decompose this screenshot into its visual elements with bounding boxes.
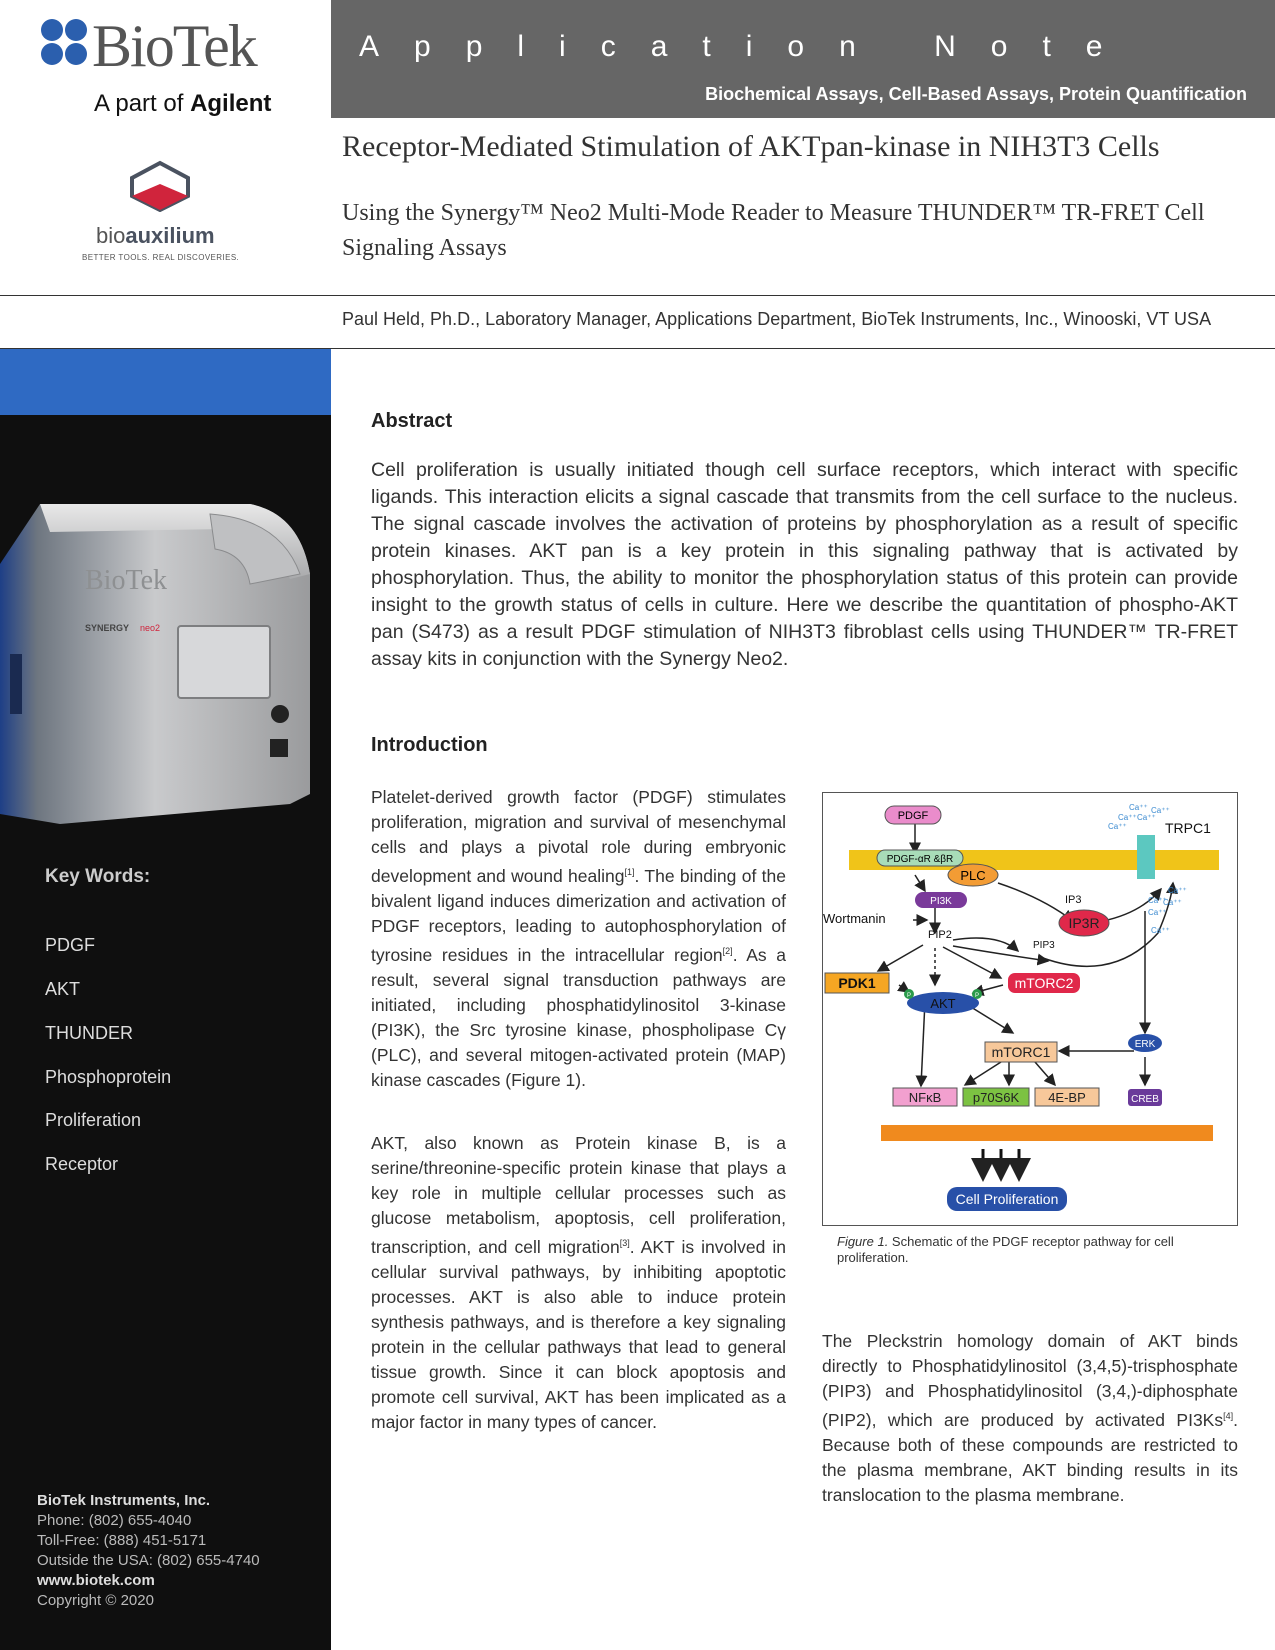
label-pi3k: PI3K <box>930 896 952 907</box>
text-run: . AKT is involved in cellular survival pathways, by inhibiting apoptotic processes. AKT is also able to induce protein synthesis pathways, and is therefore a key signaling protein in the cellular pathways that lead to general tissue growth. Since it can block apoptosis and promote cell survival, AKT has been implicated as a major factor in many types of cancer. <box>371 1236 786 1432</box>
reference-mark: [2] <box>722 945 733 956</box>
text-run: . Because both of these compounds are restricted to the plasma membrane, AKT binding results in its translocation to the plasma membrane. <box>822 1409 1238 1505</box>
sidebar <box>0 349 331 1650</box>
figure-1 <box>822 792 1238 1226</box>
label-pip2: PIP2 <box>928 929 952 941</box>
keywords-heading: Key Words: <box>45 866 151 887</box>
label-mtorc1: mTORC1 <box>991 1044 1051 1060</box>
phospho-label: P <box>906 993 912 999</box>
ca-ion: Ca⁺⁺ <box>1151 806 1170 815</box>
ca-ion: Ca⁺⁺ <box>1148 896 1167 905</box>
ca-ion: Ca⁺⁺ <box>1151 926 1170 935</box>
phospho-label: P <box>974 993 980 999</box>
caption-text: Schematic of the PDGF receptor pathway for cell proliferation. <box>837 1234 1174 1265</box>
page-title: Receptor-Mediated Stimulation of AKTpan-kinase in NIH3T3 Cells <box>342 130 1160 163</box>
label-akt: AKT <box>930 996 956 1011</box>
intro-paragraph-1 <box>371 785 786 1093</box>
trpc1-channel-icon <box>1137 835 1146 879</box>
biotek-wordmark: BioTek <box>92 13 256 79</box>
downstream-arrows <box>983 1149 1019 1179</box>
sidebar-accent-band <box>0 349 331 415</box>
text-run: The Pleckstrin homology domain of AKT binds directly to Phosphatidylinositol (3,4,5)-trisphosphate (PIP3) and Phosphatidylinositol (3,4,)-diphosphate (PIP2), which are produced by activated PI3Ks <box>822 1331 1238 1430</box>
label-cell-proliferation: Cell Proliferation <box>955 1191 1059 1207</box>
label-p70s6k: p70S6K <box>972 1090 1020 1105</box>
ca-ion: Ca⁺⁺ <box>1108 822 1127 831</box>
text-run: Platelet-derived growth factor (PDGF) stimulates proliferation, migration and survival of mesenchymal cells and plays a pivotal role during embryonic development and wound healing <box>371 787 786 886</box>
author-line: Paul Held, Ph.D., Laboratory Manager, Applications Department, BioTek Instruments, Inc., Winooski, VT USA <box>342 309 1212 329</box>
biotek-logo-dots-icon <box>40 18 92 70</box>
reference-mark: [4] <box>1223 1411 1234 1421</box>
bioauxilium-wordmark <box>96 223 215 249</box>
label-mtorc2: mTORC2 <box>1014 975 1074 991</box>
agilent-tagline <box>94 90 271 118</box>
abstract-heading: Abstract <box>371 410 453 432</box>
instrument-brand: BioTek <box>85 565 168 596</box>
bioauxilium-tagline: BETTER TOOLS. REAL DISCOVERIES. <box>82 253 240 262</box>
abstract-text: Cell proliferation is usually initiated though cell surface receptors, which interact with specific ligands. This interaction elicits a signal cascade that transmits from the cell surface to the nucleus. The signal cascade involves the activation of proteins by phosphorylation as a result of specific protein kinases. AKT pan is a key protein in this signaling pathway that is activated by phosphorylation. Thus, the ability to monitor the phosphorylation status of this protein can provide insight to the growth status of cells in culture. Here we describe the quantitation of phospho-AKT pan (S473) as a result PDGF stimulation of NIH3T3 fibroblast cells using THUNDER™ TR-FRET assay kits in conjunction with the Synergy Neo2. <box>371 459 1238 670</box>
label-ip3r: IP3R <box>1068 915 1100 931</box>
label-pip3: PIP3 <box>1033 940 1055 951</box>
label-receptor: PDGF-αR &βR <box>886 854 954 865</box>
text-run: AKT, also known as Protein kinase B, is a serine/threonine-specific protein kinase that plays a key role in multiple cellular processes such as glucose metabolism, apoptosis, cell proliferation, transcription, and cell migration <box>371 1133 786 1257</box>
contact-block <box>37 1491 260 1611</box>
agilent-prefix: A part of <box>94 90 184 117</box>
header-banner <box>331 0 1275 118</box>
label-wortmannin: Wortmanin <box>823 911 886 926</box>
label-erk: ERK <box>1134 1039 1156 1050</box>
ca-ion: Ca⁺⁺ <box>1163 898 1182 907</box>
divider <box>0 295 1275 296</box>
keyword-item: Phosphoprotein <box>45 1067 172 1087</box>
keyword-item: Proliferation <box>45 1110 142 1130</box>
reference-mark: [3] <box>619 1238 630 1248</box>
label-pdk1: PDK1 <box>838 975 876 991</box>
caption-label: Figure 1. <box>837 1234 889 1249</box>
ca-ion: Ca⁺⁺ <box>1168 886 1187 895</box>
label-ip3: IP3 <box>1065 894 1082 906</box>
ca-ion: Ca⁺⁺ <box>1118 813 1137 822</box>
figure-caption <box>837 1234 1237 1266</box>
agilent-name: Agilent <box>190 90 272 117</box>
keyword-item: THUNDER <box>45 1023 133 1043</box>
nucleus-bar <box>881 1125 1213 1141</box>
copyright: Copyright © 2020 <box>37 1592 154 1609</box>
outside-usa-phone: Outside the USA: (802) 655-4740 <box>37 1552 260 1569</box>
page-subtitle: Using the Synergy™ Neo2 Multi-Mode Reader to Measure THUNDER™ TR-FRET Cell Signaling Assays <box>342 200 1205 261</box>
label-nfkb: NFκB <box>908 1090 942 1105</box>
introduction-heading: Introduction <box>371 734 488 756</box>
label-pdgf: PDGF <box>897 810 929 822</box>
intro-paragraph-3 <box>822 1329 1238 1508</box>
trpc1-channel-icon <box>1146 835 1155 879</box>
company-name: BioTek Instruments, Inc. <box>37 1492 211 1509</box>
phone: Phone: (802) 655-4040 <box>37 1512 192 1529</box>
bioauxilium-light: bio <box>96 223 126 248</box>
instrument-model-suffix: neo2 <box>140 623 161 633</box>
bioauxilium-logo-icon <box>128 160 192 212</box>
instrument-photo <box>0 504 331 824</box>
label-creb: CREB <box>1131 1094 1159 1105</box>
keyword-item: PDGF <box>45 935 96 955</box>
intro-paragraph-2 <box>371 1131 786 1435</box>
banner-title: Application Note <box>359 30 1138 63</box>
label-4e-bp: 4E-BP <box>1048 1090 1086 1105</box>
pathway-diagram <box>823 793 1237 1225</box>
label-plc: PLC <box>960 868 986 883</box>
bioauxilium-bold: auxilium <box>125 223 215 248</box>
banner-subjects: Biochemical Assays, Cell-Based Assays, Protein Quantification <box>705 84 1247 104</box>
ca-ion: Ca⁺⁺ <box>1148 908 1167 917</box>
text-run: . The binding of the bivalent ligand induces dimerization and activation of PDGF receptors, leading to autophosphorylation of tyrosine residues in the intracellular region <box>371 865 787 965</box>
toll-free: Toll-Free: (888) 451-5171 <box>37 1532 207 1549</box>
ca-ion: Ca⁺⁺ <box>1137 813 1156 822</box>
reference-mark: [1] <box>624 867 635 877</box>
text-run: . As a result, several signal transduction pathways are initiated, including phosphatidylinositol 3-kinase (PI3K), the Src tyrosine kinase, phospholipase Cγ (PLC), and several mitogen-activated protein (MAP) kinase cascades (Figure 1). <box>371 944 787 1090</box>
ca-ion: Ca⁺⁺ <box>1129 803 1148 812</box>
keyword-item: Receptor <box>45 1154 119 1174</box>
label-trpc1: TRPC1 <box>1165 820 1211 836</box>
instrument-model: SYNERGY <box>85 623 130 633</box>
keyword-item: AKT <box>45 979 81 999</box>
website-link[interactable]: www.biotek.com <box>37 1572 155 1589</box>
logo-area <box>0 0 331 295</box>
